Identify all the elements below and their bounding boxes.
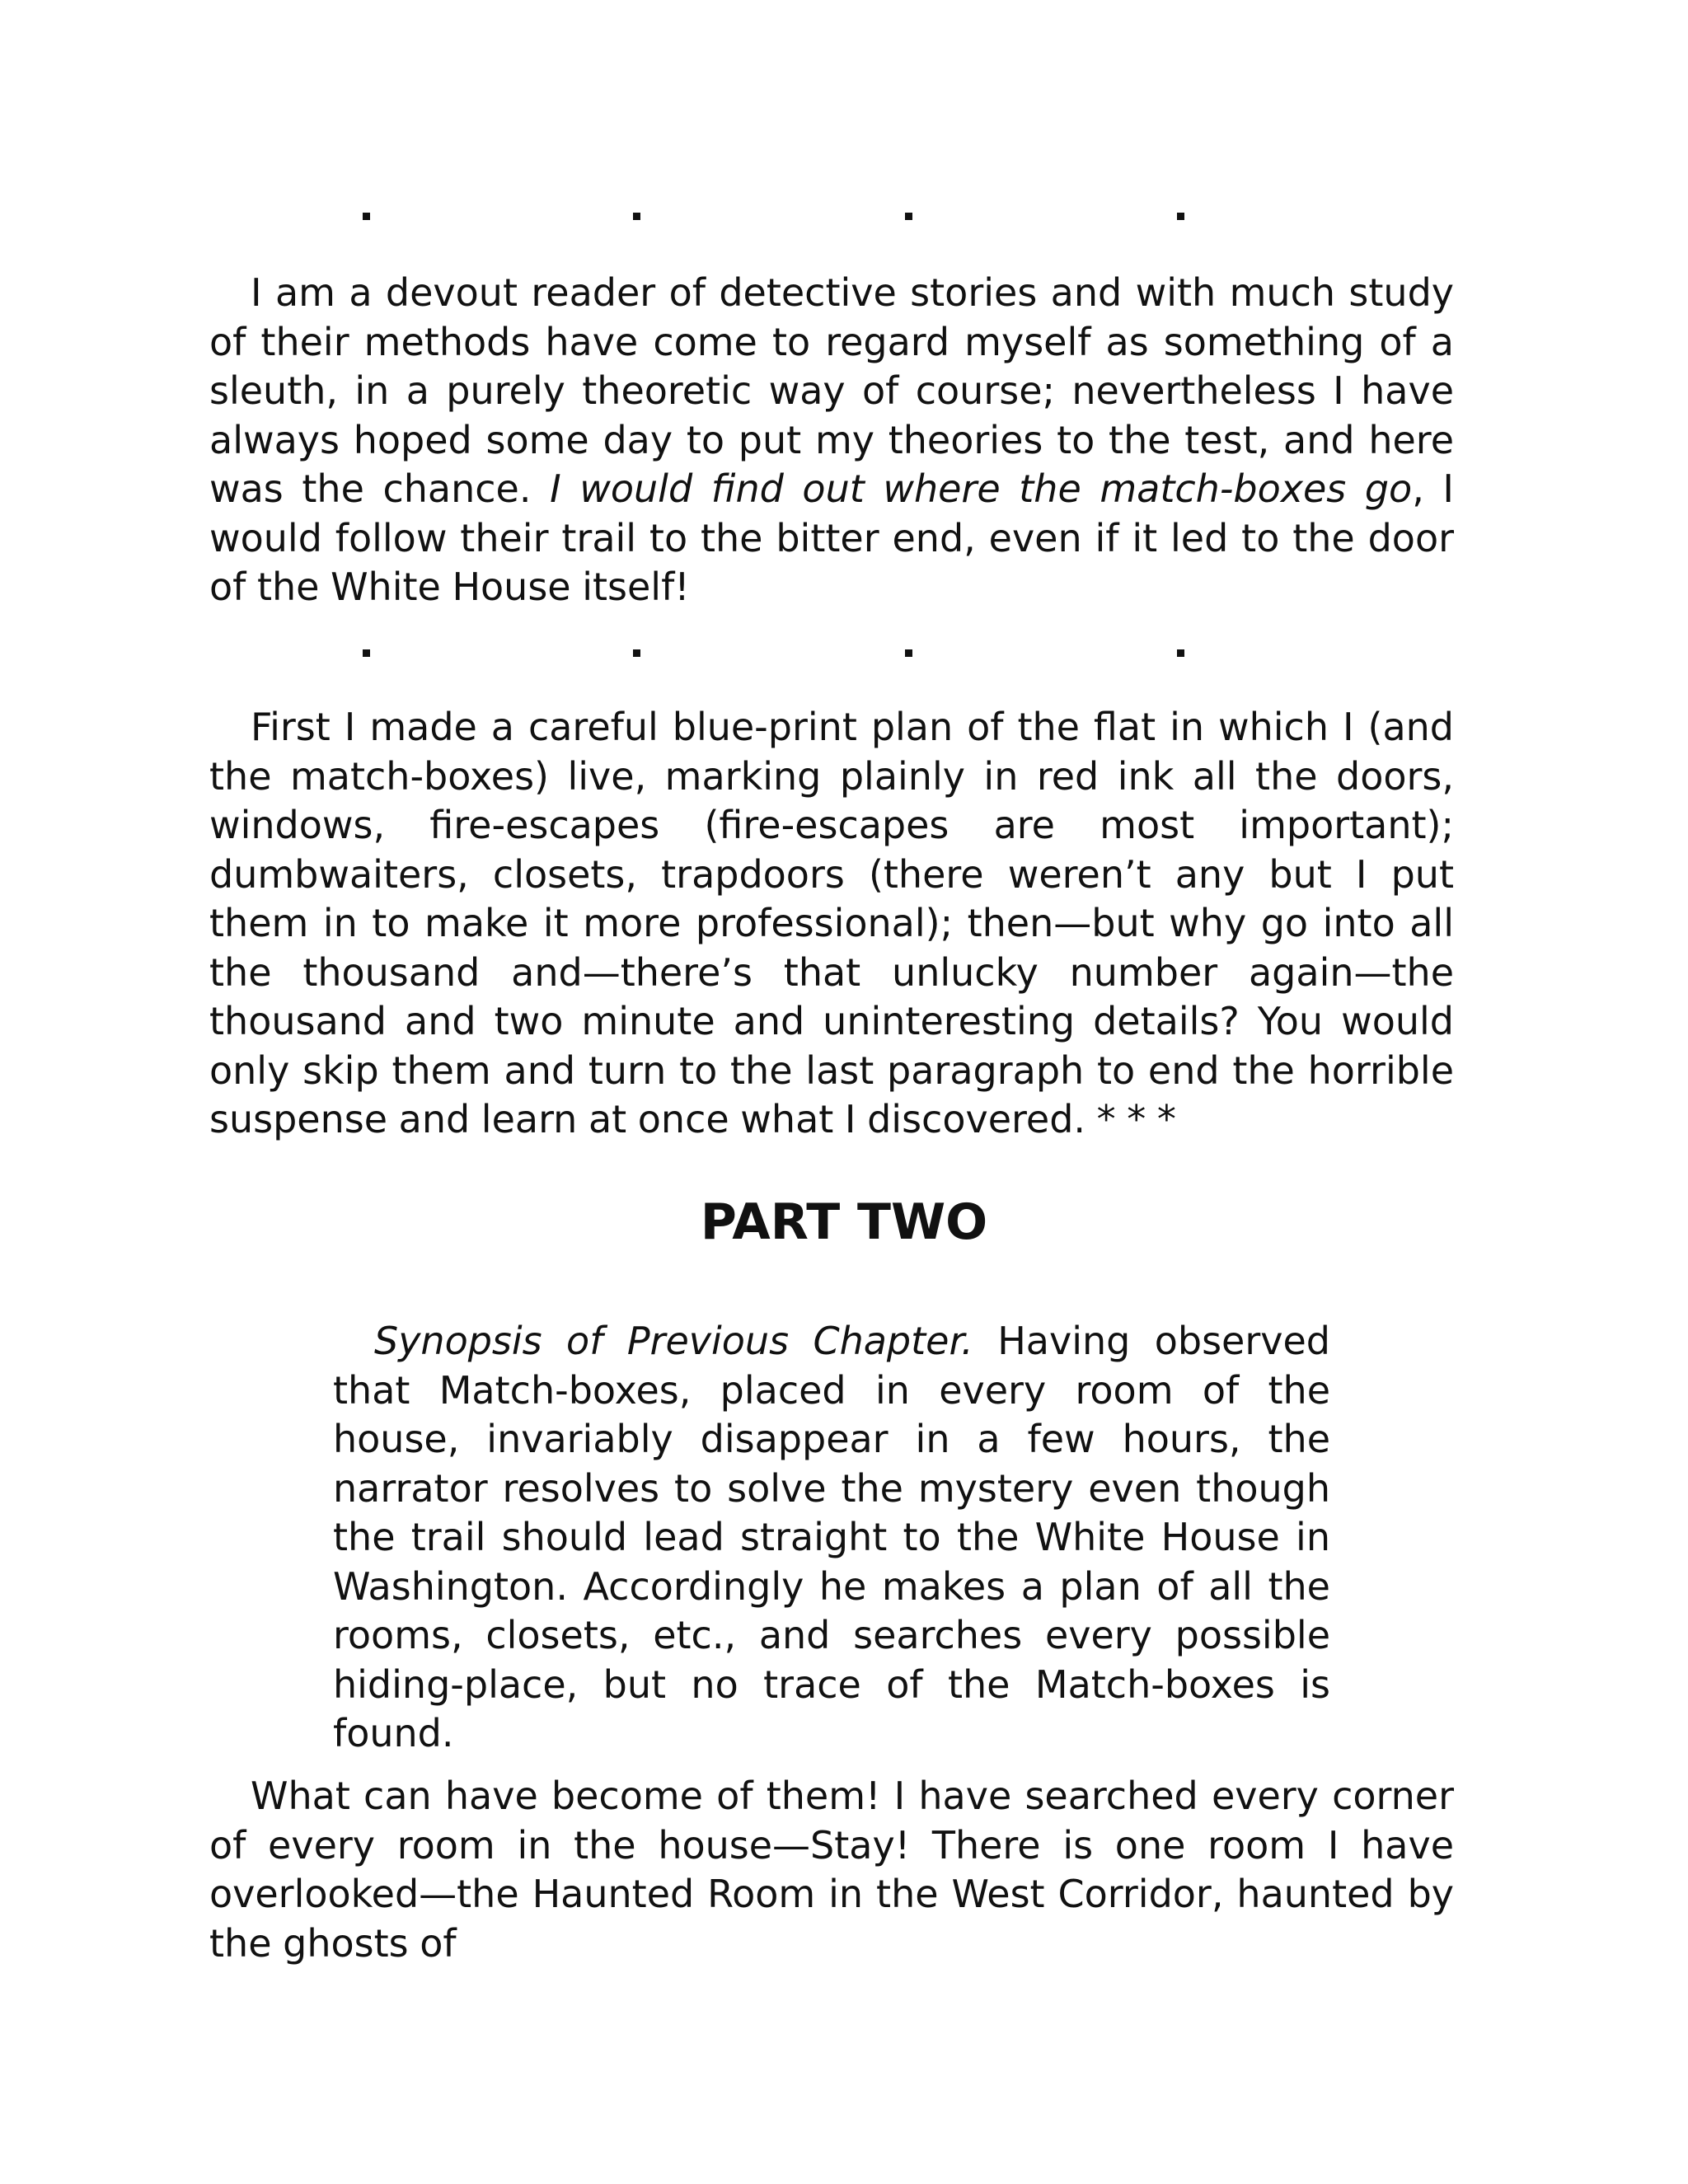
section-break-middle <box>0 649 1688 682</box>
section-break-dot <box>905 213 912 220</box>
section-break-dot <box>633 213 640 220</box>
paragraph-detective <box>209 269 1454 612</box>
paragraph-text: , I would follow their trail to the bitter end, even if it led to the door of the White House itself! <box>209 466 1454 609</box>
paragraph-haunted-room: What can have become of them! I have searched every corner of every room in the house—Stay! There is one room I have overlooked—the Haunted Room in the West Corridor, haunted by the ghosts of <box>209 1774 1454 1966</box>
paragraph-text: I am a devout reader of detective stories and with much study of their methods have come to regard myself as something of a sleuth, in a purely theoretic way of course; nevertheless I have always hoped some day to put my theories to the test, and here was the chance. <box>209 270 1454 511</box>
section-break-dot <box>363 213 370 220</box>
paragraph-blueprint: First I made a careful blue-print plan of the flat in which I (and the match-boxes) live, marking plainly in red ink all the doors, windows, fire-escapes (fire-escapes are most important); dumbwaiters, closets, trapdoors (there weren’t any but I put them in to make it more professional); then—but why go into all the thousand and—there’s that unlucky number again—the thousand and two minute and uninteresting details? You would only skip them and turn to the last paragraph to end the horrible suspense and learn at once what I discovered. * * * <box>209 705 1454 1141</box>
synopsis-label: Synopsis of Previous Chapter. <box>374 1319 973 1363</box>
section-break-top <box>0 213 1688 246</box>
section-break-dot <box>905 649 912 657</box>
synopsis-block <box>333 1317 1330 1759</box>
section-break-dot <box>1177 213 1184 220</box>
section-break-dot <box>363 649 370 657</box>
section-break-dot <box>1177 649 1184 657</box>
paragraph-emphasis: I would find out where the match-boxes go <box>550 466 1413 511</box>
part-heading: PART TWO <box>700 1193 988 1251</box>
synopsis-text: Having observed that Match-boxes, placed in every room of the house, invariably disappear in a few hours, the narrator resolves to solve the mystery even though the trail should lead straight to the White House in Washington. Accordingly he makes a plan of all the rooms, closets, etc., and searches every possible hiding-place, but no trace of the Match-boxes is found. <box>333 1319 1330 1755</box>
section-break-dot <box>633 649 640 657</box>
